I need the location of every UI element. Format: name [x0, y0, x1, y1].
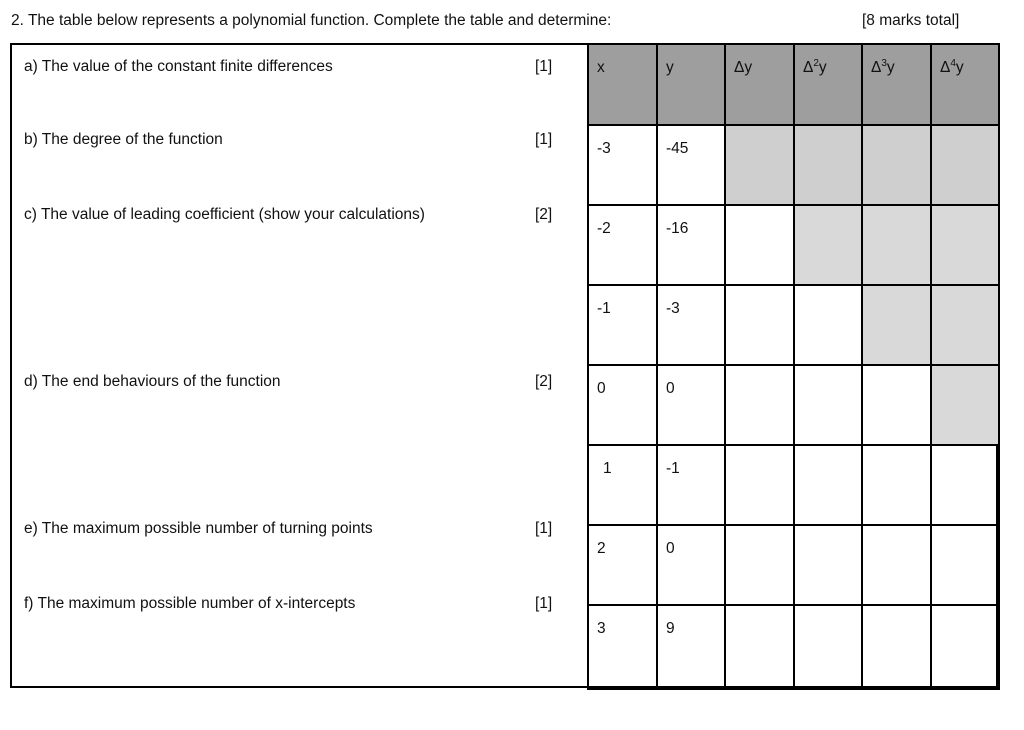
answer-cell[interactable]: [794, 605, 862, 689]
table-row: [588, 125, 999, 205]
answer-cell[interactable]: [862, 525, 931, 605]
table-row: [588, 605, 999, 689]
cell-x: 3: [588, 605, 657, 689]
answer-cell[interactable]: [725, 525, 794, 605]
table-row: [588, 525, 999, 605]
answer-cell[interactable]: [725, 205, 794, 285]
table-row: [588, 285, 999, 365]
question-f-label: f) The maximum possible number of x-intercepts: [24, 595, 356, 612]
answer-cell[interactable]: [794, 525, 862, 605]
question-c-label: c) The value of leading coefficient (show your calculations): [24, 206, 425, 223]
answer-cell[interactable]: [931, 525, 999, 605]
shaded-cell: [862, 205, 931, 285]
answer-cell[interactable]: [794, 285, 862, 365]
table-row: [588, 365, 999, 445]
answer-cell[interactable]: [931, 605, 999, 689]
shaded-cell: [725, 125, 794, 205]
answer-cell[interactable]: [862, 365, 931, 445]
question-d-marks: [2]: [535, 373, 553, 390]
answer-cell[interactable]: [725, 445, 794, 525]
question-d-label: d) The end behaviours of the function: [24, 373, 281, 390]
question-a-marks: [1]: [535, 58, 553, 75]
cell-y: 0: [657, 525, 725, 605]
shaded-cell: [931, 205, 999, 285]
answer-cell[interactable]: [725, 365, 794, 445]
header-delta-y: Δy: [725, 44, 794, 125]
question-b-marks: [1]: [535, 131, 553, 148]
question-c-marks: [2]: [535, 206, 553, 223]
cell-x: 0: [588, 365, 657, 445]
shaded-cell: [794, 205, 862, 285]
shaded-cell: [931, 285, 999, 365]
header-x: x: [588, 44, 657, 125]
answer-cell[interactable]: [931, 445, 999, 525]
cell-x: -1: [588, 285, 657, 365]
instruction-text: 2. The table below represents a polynomial function. Complete the table and determine:: [11, 12, 612, 29]
cell-x: 1: [588, 445, 657, 525]
cell-x: 2: [588, 525, 657, 605]
shaded-cell: [794, 125, 862, 205]
table-header-row: [588, 44, 999, 125]
shaded-cell: [862, 285, 931, 365]
answer-cell[interactable]: [862, 605, 931, 689]
answer-cell[interactable]: [862, 445, 931, 525]
answer-cell[interactable]: [725, 605, 794, 689]
cell-y: -16: [657, 205, 725, 285]
marks-total: [8 marks total]: [862, 12, 960, 29]
shaded-cell: [862, 125, 931, 205]
header-delta2-y: $\Delta^2y$: [794, 44, 862, 125]
cell-y: -45: [657, 125, 725, 205]
question-a-label: a) The value of the constant finite differences: [24, 58, 333, 75]
cell-y: 9: [657, 605, 725, 689]
question-f-marks: [1]: [535, 595, 553, 612]
header-delta4-y: $\Delta^4y$: [931, 44, 999, 125]
header-delta3-y: $\Delta^3y$: [862, 44, 931, 125]
finite-differences-table: [587, 43, 1000, 690]
cell-x: -3: [588, 125, 657, 205]
answer-cell[interactable]: [725, 285, 794, 365]
table-row: [588, 445, 999, 525]
cell-y: -1: [657, 445, 725, 525]
cell-x: -2: [588, 205, 657, 285]
shaded-cell: [931, 365, 999, 445]
table-row: [588, 205, 999, 285]
question-e-marks: [1]: [535, 520, 553, 537]
cell-y: -3: [657, 285, 725, 365]
cell-y: 0: [657, 365, 725, 445]
shaded-cell: [931, 125, 999, 205]
question-b-label: b) The degree of the function: [24, 131, 223, 148]
question-e-label: e) The maximum possible number of turning points: [24, 520, 373, 537]
header-y: y: [657, 44, 725, 125]
answer-cell[interactable]: [794, 445, 862, 525]
answer-cell[interactable]: [794, 365, 862, 445]
